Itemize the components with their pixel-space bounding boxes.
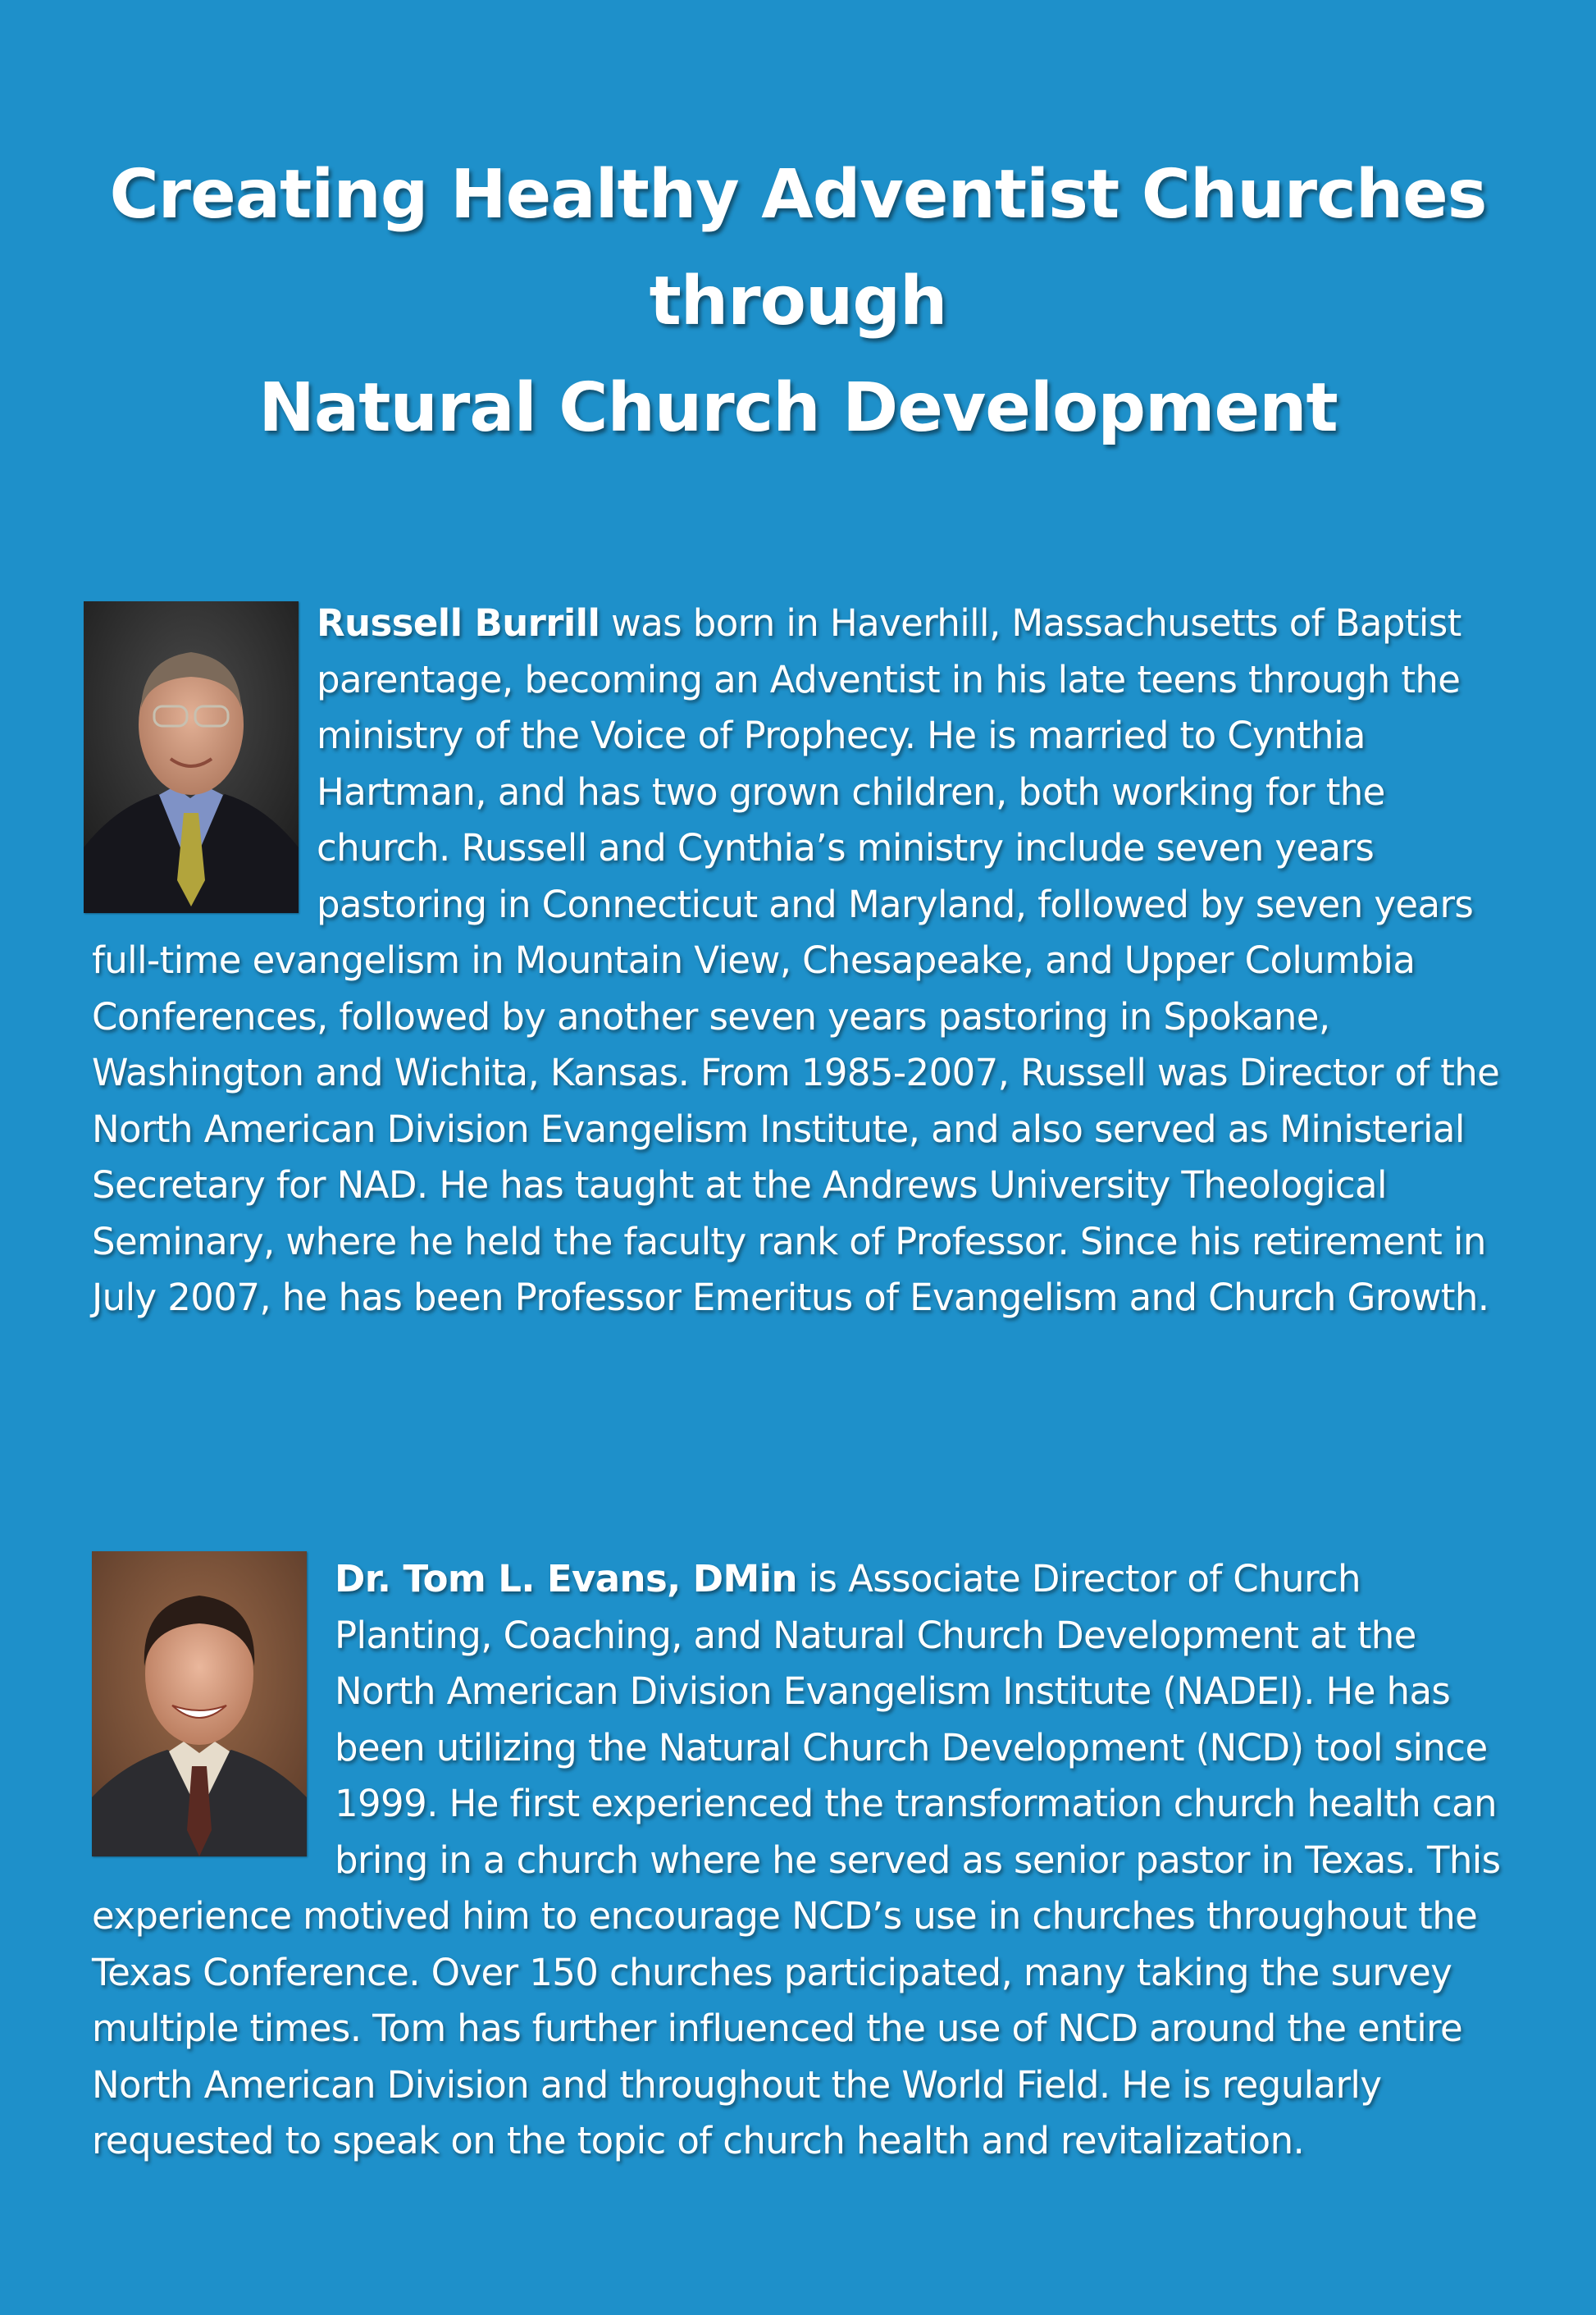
portrait-photo-tom-evans (92, 1551, 307, 1856)
title-line-1: Creating Healthy Adventist Churches (109, 155, 1487, 234)
portrait-photo-russell-burrill (84, 601, 299, 913)
bio-russell-burrill (92, 596, 1519, 1326)
bio-tom-evans (92, 1551, 1519, 2170)
bio-text: is Associate Director of Church Planting, Coaching, and Natural Church Development at the North American Division Evangelism Institute (NADEI). He has been utilizing the Natural Church Development (NCD) tool since 1999. He first experienced the transformation church health can bring in a church where he served as senior pastor in Texas. This experience motived him to encourage NCD’s use in churches throughout the Texas Conference. Over 150 churches participated, many taking the survey multiple times. Tom has further influenced the use of NCD around the entire North American Division and throughout the World Field. He is regularly requested to speak on the topic of church health and revitalization. (92, 1557, 1501, 2162)
title-line-2: through (649, 262, 947, 340)
bio-text: was born in Haverhill, Massachusetts of Baptist parentage, becoming an Adventist in his late teens through the ministry of the Voice of Prophecy. He is married to Cynthia Hartman, and has two grown children, both working for the church. Russell and Cynthia’s ministry include seven years pastoring in Connecticut and Maryland, followed by seven years full-time evangelism in Mountain View, Chesapeake, and Upper Columbia Conferences, followed by another seven years pastoring in Spokane, Washington and Wichita, Kansas. From 1985-2007, Russell was Director of the North American Division Evangelism Institute, and also served as Ministerial Secretary for NAD. He has taught at the Andrews University Theological Seminary, where he held the faculty rank of Professor. Since his retirement in July 2007, he has been Professor Emeritus of Evangelism and Church Growth. (92, 601, 1500, 1319)
bio-name: Russell Burrill (317, 601, 600, 645)
page-title (0, 142, 1596, 462)
title-line-3: Natural Church Development (258, 368, 1338, 447)
bio-name: Dr. Tom L. Evans, DMin (335, 1557, 797, 1600)
